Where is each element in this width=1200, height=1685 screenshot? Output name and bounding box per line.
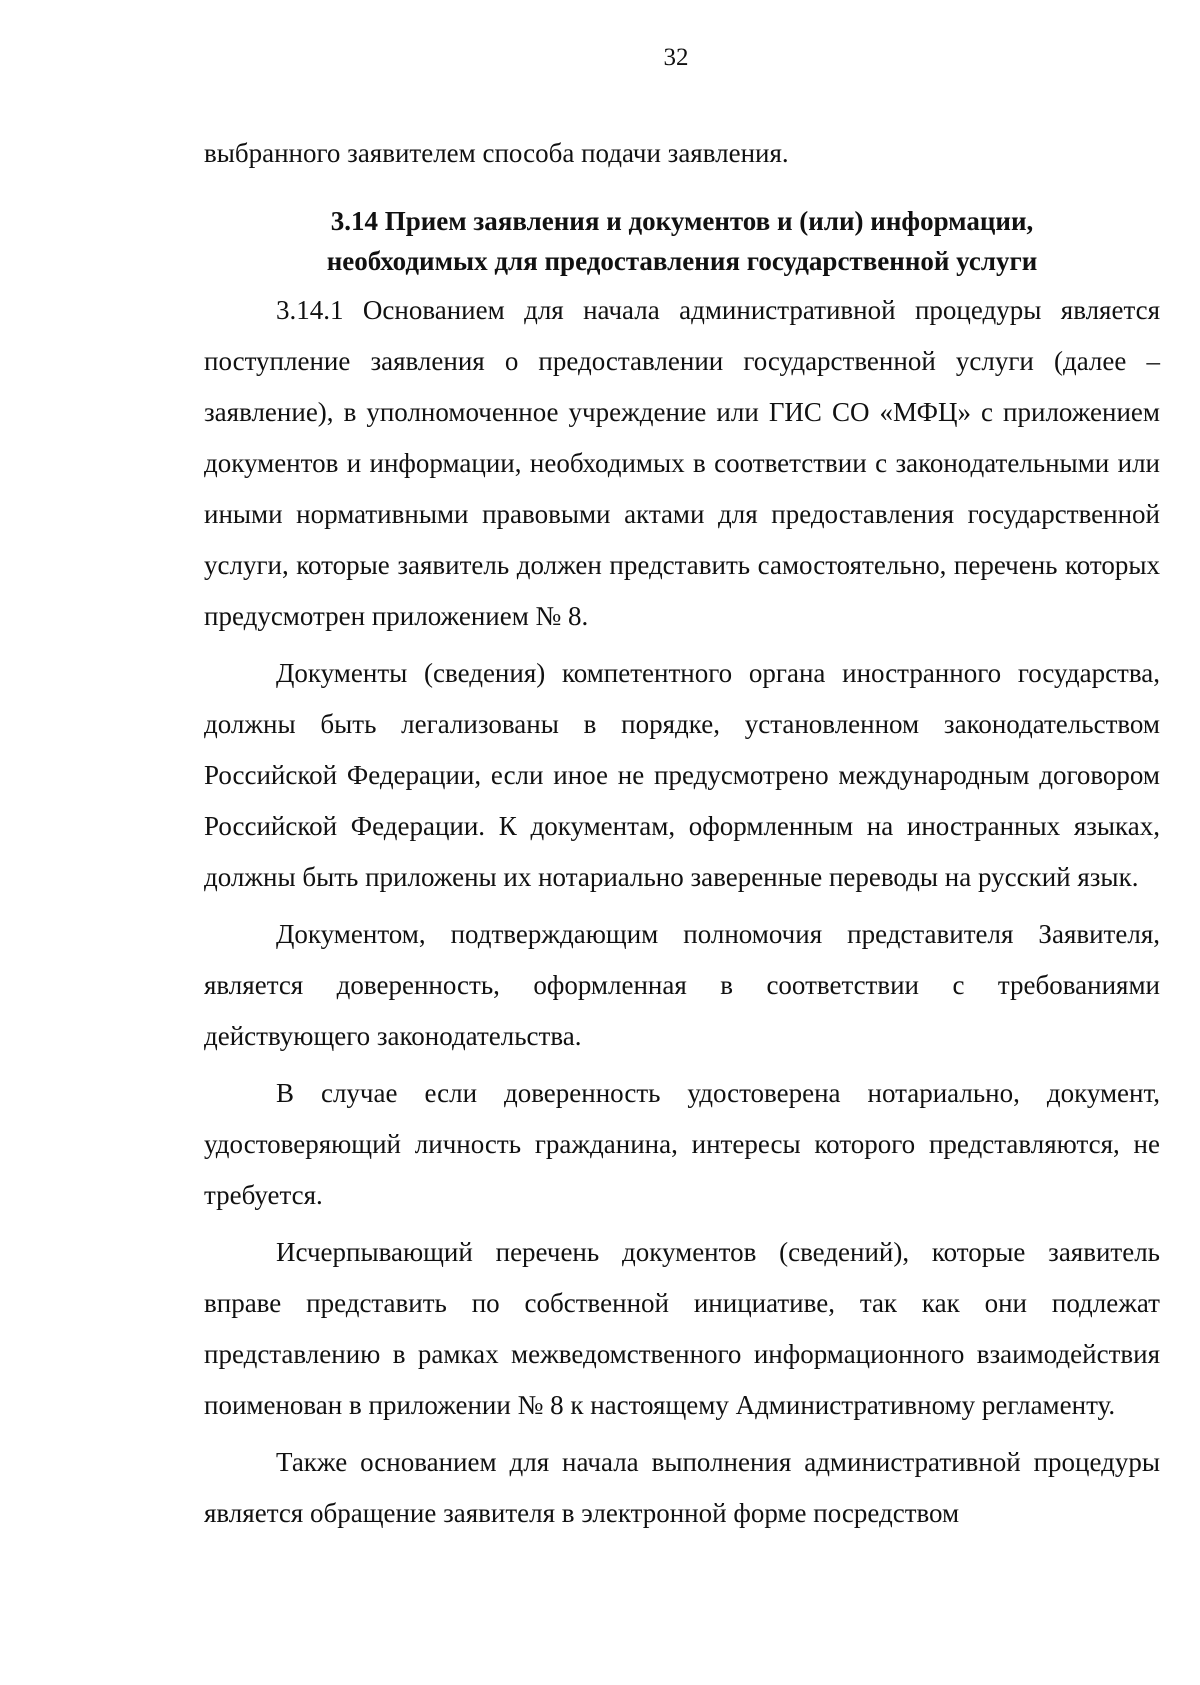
paragraph-electronic-request: Также основанием для начала выполнения административной процедуры является обращение заявителя в электронной форме посредством bbox=[204, 1447, 1160, 1528]
paragraph-representative-authority: Документом, подтверждающим полномочия представителя Заявителя, является доверенность, оформленная в соответствии с требованиями действующего законодательства. bbox=[204, 919, 1160, 1051]
paragraph-exhaustive-list: Исчерпывающий перечень документов (сведений), которые заявитель вправе представить по собственной инициативе, так как они подлежат представлению в рамках межведомственного информационного взаимодействия поименован в приложении № 8 к настоящему Административному регламенту. bbox=[204, 1237, 1160, 1420]
page-number: 32 bbox=[663, 44, 689, 71]
paragraph-notarized-power-of-attorney: В случае если доверенность удостоверена нотариально, документ, удостоверяющий личность гражданина, интересы которого представляются, не требуется. bbox=[204, 1078, 1160, 1210]
continuation-text: выбранного заявителем способа подачи заявления. bbox=[204, 138, 789, 168]
section-heading bbox=[204, 201, 1160, 281]
paragraph-foreign-documents: Документы (сведения) компетентного органа иностранного государства, должны быть легализованы в порядке, установленном законодательством Российской Федерации, если иное не предусмотрено международным договором Российской Федерации. К документам, оформленным на иностранных языках, должны быть приложены их нотариально заверенные переводы на русский язык. bbox=[204, 658, 1160, 892]
paragraph-3-14-1: 3.14.1 Основанием для начала административной процедуры является поступление заявления о предоставлении государственной услуги (далее – заявление), в уполномоченное учреждение или ГИС СО «МФЦ» с приложением документов и информации, необходимых в соответствии с законодательными или иными нормативными правовыми актами для предоставления государственной услуги, которые заявитель должен представить самостоятельно, перечень которых предусмотрен приложением № 8. bbox=[204, 295, 1160, 631]
section-heading-line-2: необходимых для предоставления государственной услуги bbox=[326, 246, 1038, 276]
section-heading-line-1: 3.14 Прием заявления и документов и (или) информации, bbox=[330, 206, 1034, 236]
document-body bbox=[204, 128, 1160, 1539]
